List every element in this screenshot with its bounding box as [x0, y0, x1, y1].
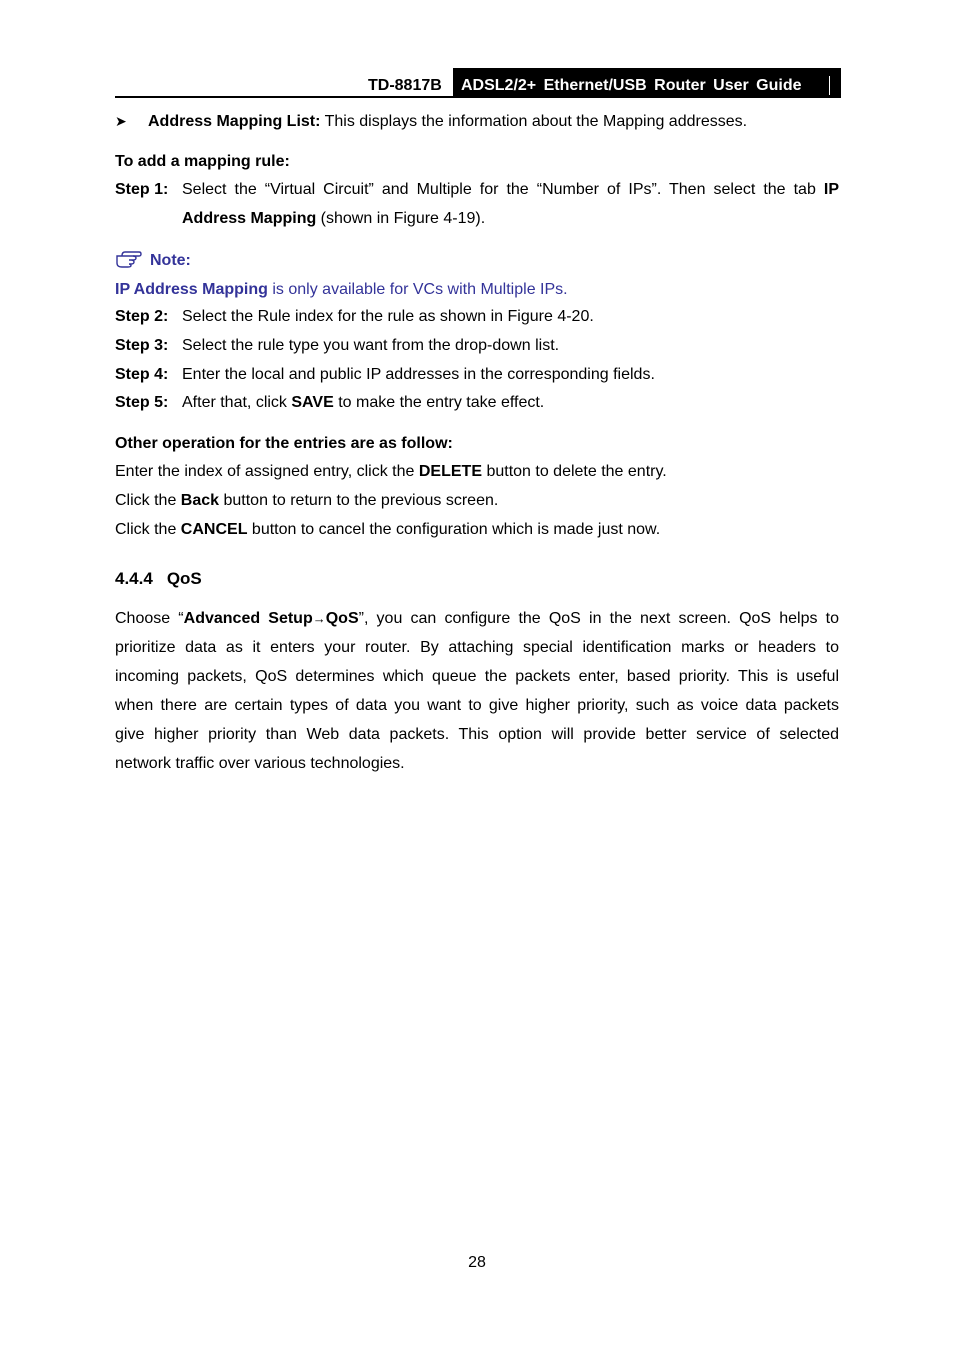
other-ops-line3-bold: CANCEL [180, 521, 248, 538]
step1-line1-bold: IP [823, 181, 839, 198]
step5-prefix: After that, click [182, 394, 292, 411]
note-body: is only available for VCs with Multiple IPs. [267, 281, 568, 298]
other-ops-line2-suffix: button to return to the previous screen. [219, 492, 499, 509]
other-ops-line2-bold: Back [180, 492, 220, 509]
step1-line1 [182, 181, 839, 199]
section-heading-qos [115, 569, 202, 589]
other-ops-line2-prefix: Click the [115, 492, 181, 509]
qos-line1-bold-b: QoS [325, 610, 359, 627]
qos-paragraph [115, 610, 839, 784]
step2-label: Step 2: [115, 308, 169, 325]
qos-line1 [115, 610, 839, 639]
step5-suffix: to make the entry take effect. [333, 394, 545, 411]
section-title: QoS [166, 569, 202, 588]
add-rule-heading: To add a mapping rule: [115, 153, 290, 170]
header-divider-tick [829, 76, 830, 95]
other-ops-line1-prefix: Enter the index of assigned entry, click the [115, 463, 419, 480]
qos-line6: network traffic over various technologies. [115, 755, 405, 772]
step5-bold: SAVE [291, 394, 334, 411]
header-model: TD-8817B [368, 77, 442, 94]
other-ops-line1 [115, 463, 667, 481]
qos-line5: give higher priority than Web data packets. This option will provide better service of selected [115, 726, 839, 743]
pointing-hand-icon [115, 250, 143, 268]
step4-text: Enter the local and public IP addresses in the corresponding fields. [182, 366, 655, 383]
qos-line3: incoming packets, QoS determines which queue the packets enter, based priority. This is useful [115, 668, 839, 685]
note-bold: IP Address Mapping [115, 281, 268, 298]
step4-label: Step 4: [115, 366, 169, 383]
step5-text [182, 394, 544, 412]
step3-text: Select the rule type you want from the drop-down list. [182, 337, 560, 354]
address-mapping-list-item [148, 113, 747, 131]
step1-line2-bold: Address Mapping [182, 210, 317, 227]
other-ops-line3-suffix: button to cancel the configuration which is made just now. [247, 521, 661, 538]
arrowhead-bullet-icon: ➤ [115, 113, 127, 129]
section-number: 4.4.4 [115, 569, 153, 588]
other-ops-line3-prefix: Click the [115, 521, 181, 538]
address-mapping-list-text: This displays the information about the Mapping addresses. [320, 113, 748, 130]
step5-label: Step 5: [115, 394, 169, 411]
step1-line2 [182, 210, 485, 228]
step1-line2-text: (shown in Figure 4-19). [316, 210, 486, 227]
arrow-icon: → [312, 611, 326, 626]
address-mapping-list-label: Address Mapping List: [148, 113, 321, 130]
other-ops-line2 [115, 492, 498, 510]
step2-text: Select the Rule index for the rule as shown in Figure 4-20. [182, 308, 594, 325]
header-guide-title: ADSL2/2+ Ethernet/USB Router User Guide [461, 77, 802, 94]
qos-line1-bold-a: Advanced Setup [183, 610, 313, 627]
qos-line2: prioritize data as it enters your router. By attaching special identification marks or headers to [115, 639, 839, 656]
other-ops-heading: Other operation for the entries are as follow: [115, 435, 453, 452]
qos-line1-suffix: ”, you can configure the QoS in the next screen. QoS helps to [358, 610, 839, 627]
step3-label: Step 3: [115, 337, 169, 354]
page-number: 28 [468, 1254, 486, 1271]
qos-line1-prefix: Choose “ [115, 610, 184, 627]
step1-line1-text: Select the “Virtual Circuit” and Multiple for the “Number of IPs”. Then select the tab [182, 181, 824, 198]
qos-line4: when there are certain types of data you want to give higher priority, such as voice data packets [115, 697, 839, 714]
other-ops-line3 [115, 521, 660, 539]
other-ops-line1-suffix: button to delete the entry. [482, 463, 667, 480]
note-label: Note: [150, 252, 191, 269]
other-ops-line1-bold: DELETE [418, 463, 482, 480]
header-rule [115, 96, 841, 98]
note-text [115, 281, 568, 299]
step1-label: Step 1: [115, 181, 169, 198]
